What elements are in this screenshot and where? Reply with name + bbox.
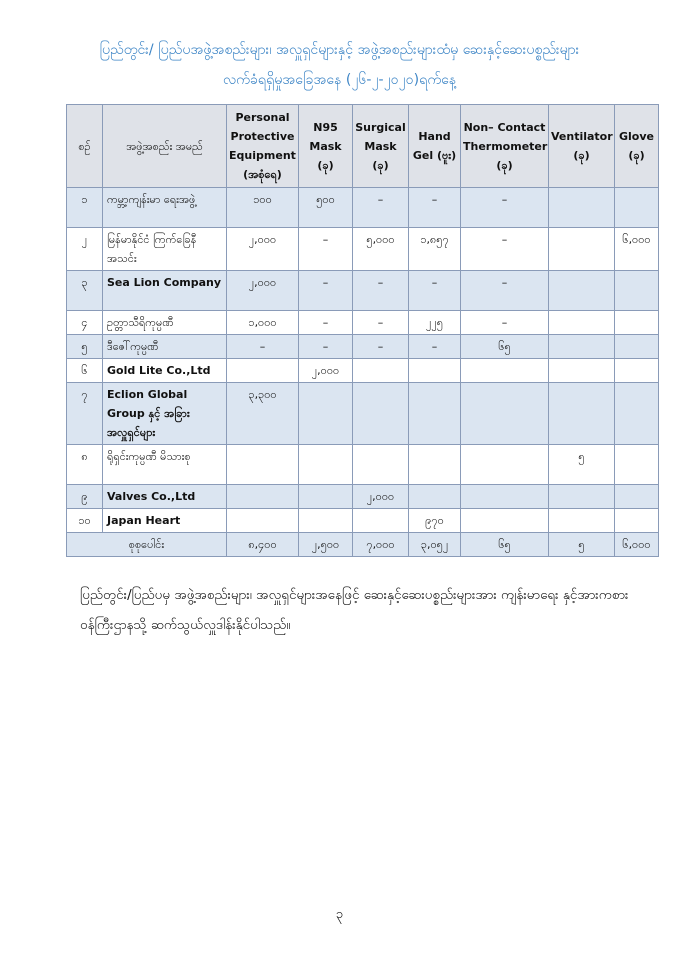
table-row: [67, 445, 659, 485]
header-ppe: Personal Protective Equipment (အစုံရေ): [227, 105, 299, 188]
row-organization: Sea Lion Company: [103, 271, 227, 311]
row-no: ၄: [67, 311, 103, 335]
row-organization: ကမ္ဘာ့ကျန်းမာ ရေးအဖွဲ့: [103, 188, 227, 228]
cell-thermometer: [461, 509, 549, 533]
cell-glove: [615, 509, 659, 533]
total-hand-gel: ၃,၀၅၂: [409, 533, 461, 557]
row-organization: ဥတ္တာသီရိကုမ္ပဏီ: [103, 311, 227, 335]
cell-surgical: [353, 383, 409, 445]
cell-glove: [615, 188, 659, 228]
page-number: ၃: [335, 907, 344, 922]
table-row: [67, 383, 659, 445]
total-ventilator: ၅: [549, 533, 615, 557]
cell-glove: [615, 445, 659, 485]
cell-thermometer: [461, 485, 549, 509]
cell-surgical: [353, 445, 409, 485]
cell-surgical: –: [353, 335, 409, 359]
cell-hand-gel: [409, 485, 461, 509]
row-organization: Gold Lite Co.,Ltd: [103, 359, 227, 383]
cell-ppe: ၁၀၀: [227, 188, 299, 228]
cell-n95: –: [299, 311, 353, 335]
cell-surgical: –: [353, 271, 409, 311]
table-row: [67, 311, 659, 335]
cell-ventilator: [549, 311, 615, 335]
cell-n95: [299, 445, 353, 485]
cell-surgical: ၂,၀၀၀: [353, 485, 409, 509]
total-ppe: ၈,၄၀၀: [227, 533, 299, 557]
cell-n95: [299, 383, 353, 445]
cell-surgical: [353, 359, 409, 383]
cell-surgical: –: [353, 311, 409, 335]
cell-ventilator: ၅: [549, 445, 615, 485]
cell-hand-gel: [409, 383, 461, 445]
cell-ppe: ၂,၀၀၀: [227, 228, 299, 271]
table-row: [67, 228, 659, 271]
cell-n95: ၂,၀၀၀: [299, 359, 353, 383]
cell-ppe: [227, 509, 299, 533]
cell-thermometer: –: [461, 228, 549, 271]
cell-glove: [615, 335, 659, 359]
table-row: [67, 509, 659, 533]
row-no: ၆: [67, 359, 103, 383]
row-organization: Valves Co.,Ltd: [103, 485, 227, 509]
row-organization: Japan Heart: [103, 509, 227, 533]
cell-glove: [615, 359, 659, 383]
table-row: [67, 359, 659, 383]
row-no: ၉: [67, 485, 103, 509]
cell-glove: [615, 311, 659, 335]
table-header-row: [67, 105, 659, 188]
supplies-table: [66, 104, 659, 557]
cell-glove: [615, 485, 659, 509]
cell-hand-gel: [409, 359, 461, 383]
cell-hand-gel: [409, 445, 461, 485]
page-subtitle-date: လက်ခံရရှိမှုအခြေအနေ (၂၆-၂-၂၀၂၀)ရက်နေ့: [222, 72, 457, 88]
cell-thermometer: [461, 383, 549, 445]
total-n95: ၂,၅၀၀: [299, 533, 353, 557]
cell-glove: [615, 383, 659, 445]
cell-glove: [615, 271, 659, 311]
header-thermometer: Non– Contact Thermometer (ခု): [461, 105, 549, 188]
header-glove: Glove (ခု): [615, 105, 659, 188]
row-no: ၁၀: [67, 509, 103, 533]
cell-surgical: ၅,၀၀၀: [353, 228, 409, 271]
cell-ppe: ၃,၃၀၀: [227, 383, 299, 445]
cell-ppe: –: [227, 335, 299, 359]
table-row: [67, 335, 659, 359]
cell-n95: [299, 485, 353, 509]
cell-hand-gel: ၁,၈၅၇: [409, 228, 461, 271]
total-glove: ၆,၀၀၀: [615, 533, 659, 557]
cell-ventilator: [549, 359, 615, 383]
total-label: စုစုပေါင်း: [67, 533, 227, 557]
header-ventilator: Ventilator (ခု): [549, 105, 615, 188]
row-organization: ဒီဇေါ်ကုမ္ပဏီ: [103, 335, 227, 359]
cell-n95: ၅၀၀: [299, 188, 353, 228]
row-no: ၈: [67, 445, 103, 485]
cell-hand-gel: ၉၇၀: [409, 509, 461, 533]
cell-hand-gel: ၂၂၅: [409, 311, 461, 335]
row-no: ၇: [67, 383, 103, 445]
total-row: [67, 533, 659, 557]
row-organization: Eclion Global Group နှင့် အခြား အလှူရှင်များ: [103, 383, 227, 445]
cell-n95: –: [299, 228, 353, 271]
header-organization: အဖွဲ့အစည်း အမည်: [103, 105, 227, 188]
cell-thermometer: –: [461, 271, 549, 311]
cell-ventilator: [549, 383, 615, 445]
page-title: ပြည်တွင်း/ ပြည်ပအဖွဲ့အစည်းများ၊ အလှူရှင်များနှင့် အဖွဲ့အစည်းများထံမှ ဆေးနှင့်ဆေးပစ္စည်းများ: [99, 42, 580, 58]
cell-ventilator: [549, 188, 615, 228]
table-row: [67, 485, 659, 509]
cell-surgical: [353, 509, 409, 533]
cell-ventilator: [549, 271, 615, 311]
cell-thermometer: –: [461, 311, 549, 335]
cell-hand-gel: –: [409, 335, 461, 359]
header-hand-gel: Hand Gel (ဗူး): [409, 105, 461, 188]
row-organization: မြန်မာနိုင်ငံ ကြက်ခြေနီ အသင်း: [103, 228, 227, 271]
row-no: ၁: [67, 188, 103, 228]
cell-ventilator: [549, 335, 615, 359]
cell-n95: –: [299, 335, 353, 359]
row-no: ၂: [67, 228, 103, 271]
cell-ppe: [227, 359, 299, 383]
cell-ppe: ၁,၀၀၀: [227, 311, 299, 335]
donation-note: ပြည်တွင်း/ပြည်ပမှ အဖွဲ့အစည်းများ၊ အလှူရှင်များအနေဖြင့် ဆေးနှင့်ဆေးပစ္စည်းများအား ကျန်းမာရေး နှင့်အားကစားဝန်ကြီးဌာနသို့ ဆက်သွယ်လှူဒါန်းနိုင်ပါသည်။: [80, 587, 629, 633]
cell-thermometer: –: [461, 188, 549, 228]
cell-n95: [299, 509, 353, 533]
cell-thermometer: [461, 445, 549, 485]
header-n95: N95 Mask (ခု): [299, 105, 353, 188]
header-no: စဉ်: [67, 105, 103, 188]
row-organization: ရိုရှင်းကုမ္ပဏီ မိသားစု: [103, 445, 227, 485]
cell-hand-gel: –: [409, 188, 461, 228]
header-surgical: Surgical Mask (ခု): [353, 105, 409, 188]
cell-thermometer: ၆၅: [461, 335, 549, 359]
table-row: [67, 271, 659, 311]
cell-n95: –: [299, 271, 353, 311]
cell-thermometer: [461, 359, 549, 383]
cell-ventilator: [549, 485, 615, 509]
cell-ventilator: [549, 509, 615, 533]
cell-ventilator: [549, 228, 615, 271]
total-surgical: ၇,၀၀၀: [353, 533, 409, 557]
cell-ppe: ၂,၀၀၀: [227, 271, 299, 311]
total-thermometer: ၆၅: [461, 533, 549, 557]
row-no: ၃: [67, 271, 103, 311]
cell-ppe: [227, 445, 299, 485]
cell-surgical: –: [353, 188, 409, 228]
table-row: [67, 188, 659, 228]
cell-ppe: [227, 485, 299, 509]
cell-glove: ၆,၀၀၀: [615, 228, 659, 271]
cell-hand-gel: –: [409, 271, 461, 311]
row-no: ၅: [67, 335, 103, 359]
